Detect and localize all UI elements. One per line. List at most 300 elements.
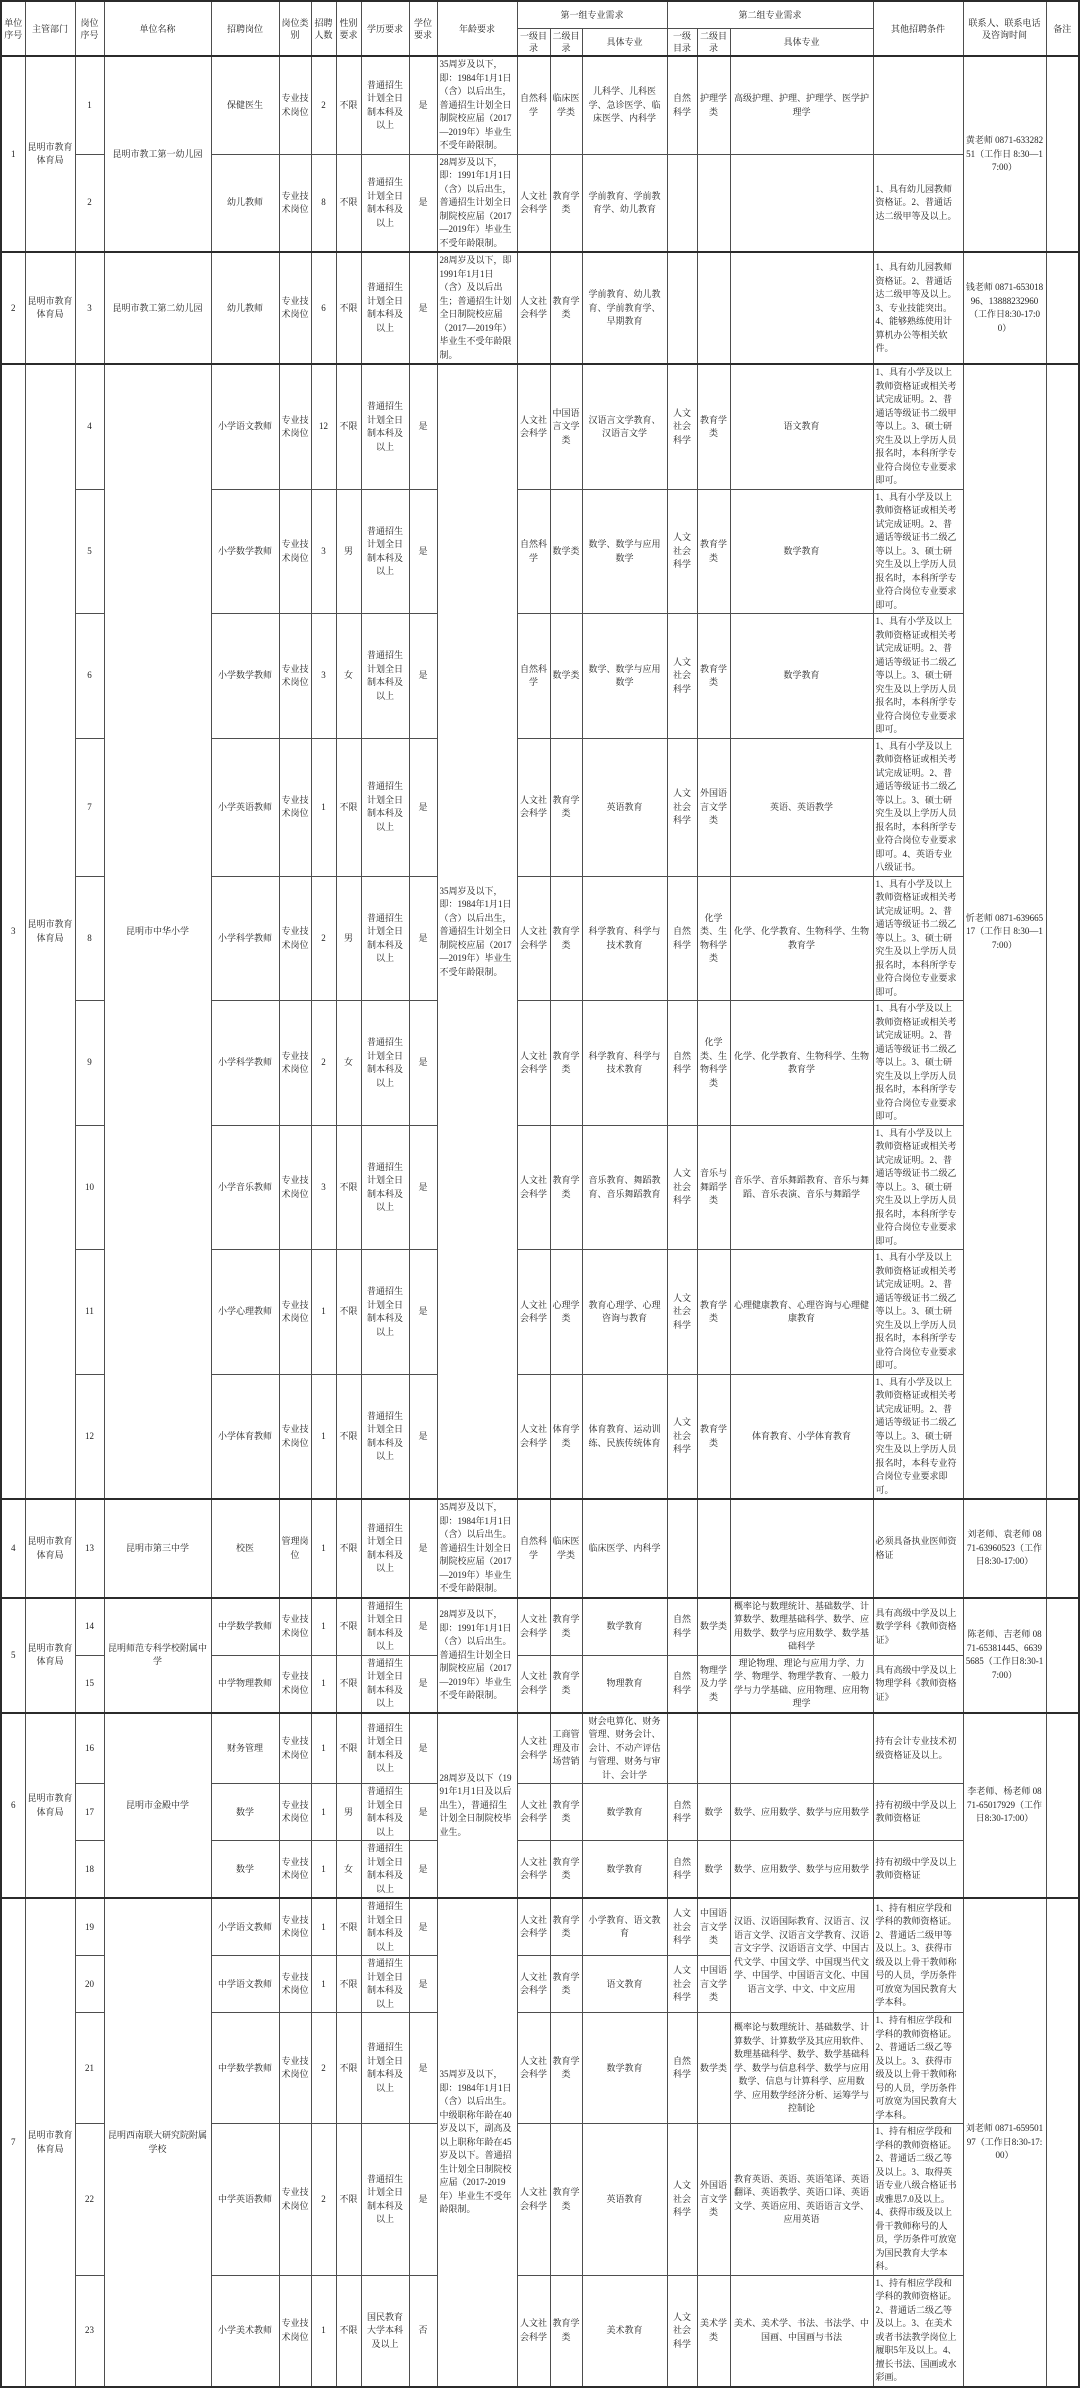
cell-group2-majors: 音乐学、音乐舞蹈教育、音乐与舞蹈、音乐表演、音乐与舞蹈学 [730, 1125, 873, 1250]
col-header-count: 招聘人数 [311, 1, 336, 56]
cell-recruit-count: 2 [311, 876, 336, 1001]
cell-group2-level2: 数学类 [697, 2013, 730, 2124]
cell-job-title: 数学 [211, 1841, 279, 1899]
cell-job-category: 专业技术岗位 [279, 2124, 311, 2276]
cell-group2-level2: 物理学及力学类 [697, 1655, 730, 1713]
cell-group1-level1: 自然科学 [517, 614, 550, 739]
cell-group1-majors: 音乐教育、舞蹈教育、音乐舞蹈教育 [582, 1125, 667, 1250]
cell-job-title: 小学美术教师 [211, 2275, 279, 2387]
cell-group2-level1 [667, 154, 697, 252]
cell-job-title: 小学科学教师 [211, 1001, 279, 1126]
cell-dept: 昆明市教育体育局 [25, 1898, 75, 2387]
cell-group2-level1: 自然科学 [667, 2013, 697, 2124]
cell-education-req: 普通招生计划全日制本科及以上 [361, 1784, 409, 1841]
cell-group2-majors: 语文教育 [730, 364, 873, 489]
col-header-g1-level2: 二级目录 [550, 29, 582, 57]
cell-other-conditions: 1、具有幼儿园教师资格证。2、普通话达二级甲等及以上。 [873, 154, 963, 252]
cell-education-req: 普通招生计划全日制本科及以上 [361, 1499, 409, 1598]
cell-job-title: 小学语文教师 [211, 1898, 279, 1956]
cell-group2-level2: 教育学类 [697, 364, 730, 489]
cell-group1-level2: 教育学类 [550, 2013, 582, 2124]
cell-job-category: 专业技术岗位 [279, 364, 311, 489]
cell-job-title: 中学英语教师 [211, 2124, 279, 2276]
cell-position-seq: 18 [75, 1841, 104, 1899]
cell-education-req: 普通招生计划全日制本科及以上 [361, 2013, 409, 2124]
col-header-category: 岗位类别 [279, 1, 311, 56]
cell-group2-level1: 人文社会科学 [667, 614, 697, 739]
cell-group1-majors: 美术教育 [582, 2275, 667, 2387]
cell-group1-level1: 人文社会科学 [517, 252, 550, 364]
col-header-group2: 第二组专业需求 [667, 1, 873, 29]
cell-group1-level1: 自然科学 [517, 56, 550, 154]
cell-other-conditions: 1、具有小学及以上教师资格证或相关考试完成证明。2、普通话等级证书二级甲等以上。3、硕士研究生及以上学历人员报名时，本科所学专业符合岗位专业要求即可。 [873, 364, 963, 489]
cell-remarks [1046, 364, 1079, 1499]
cell-contact-info: 黄老师 0871-63328251（工作日 8:30—17:00） [963, 56, 1046, 252]
cell-group1-majors: 学前教育、幼儿教育、学前教育学、早期教育 [582, 252, 667, 364]
cell-group1-level2: 教育学类 [550, 2124, 582, 2276]
cell-recruit-count: 3 [311, 614, 336, 739]
cell-degree-req: 是 [409, 1841, 437, 1899]
cell-unit-name: 昆明市教工第一幼儿园 [104, 56, 211, 252]
cell-group2-majors: 美术、美术学、书法、书法学、中国画、中国画与书法 [730, 2275, 873, 2387]
cell-education-req: 普通招生计划全日制本科及以上 [361, 1841, 409, 1899]
cell-unit-name: 昆明市金殿中学 [104, 1713, 211, 1899]
cell-group2-level2: 外国语言文学类 [697, 2124, 730, 2276]
cell-job-category: 专业技术岗位 [279, 2013, 311, 2124]
cell-position-seq: 7 [75, 738, 104, 876]
cell-position-seq: 14 [75, 1598, 104, 1656]
cell-unit-seq: 5 [1, 1598, 25, 1713]
cell-recruit-count: 1 [311, 2275, 336, 2387]
cell-gender-req: 女 [336, 1841, 361, 1899]
col-header-unit-seq: 单位序号 [1, 1, 25, 56]
cell-group2-level2 [697, 154, 730, 252]
cell-group2-level2: 中国语言文学类 [697, 1956, 730, 2013]
cell-contact-info: 陈老师、吉老师 0871-65381445、66395685（工作日8:30-17:00） [963, 1598, 1046, 1713]
cell-group1-level1: 人文社会科学 [517, 2124, 550, 2276]
cell-education-req: 普通招生计划全日制本科及以上 [361, 56, 409, 154]
cell-group1-level1: 自然科学 [517, 489, 550, 614]
cell-group1-majors: 物理教育 [582, 1655, 667, 1713]
cell-group1-level2: 中国语言文学类 [550, 364, 582, 489]
cell-recruit-count: 6 [311, 252, 336, 364]
cell-recruit-count: 1 [311, 1841, 336, 1899]
cell-education-req: 普通招生计划全日制本科及以上 [361, 489, 409, 614]
cell-unit-seq: 6 [1, 1713, 25, 1899]
cell-degree-req: 是 [409, 1499, 437, 1598]
cell-group2-level2: 教育学类 [697, 489, 730, 614]
cell-position-seq: 20 [75, 1956, 104, 2013]
cell-age-req: 35周岁及以下，即：1984年1月1日（含）以后出生，普通招生计划全日制院校应届（2017—2019年）毕业生不受年龄限制。 [437, 56, 517, 154]
cell-position-seq: 3 [75, 252, 104, 364]
cell-job-category: 管理岗位 [279, 1499, 311, 1598]
cell-group1-majors: 汉语言文学教育、汉语言文学 [582, 364, 667, 489]
cell-group1-majors: 小学教育、语文教育 [582, 1898, 667, 1956]
cell-recruit-count: 2 [311, 2013, 336, 2124]
cell-group2-level2: 教育学类 [697, 1250, 730, 1375]
cell-recruit-count: 3 [311, 1125, 336, 1250]
cell-remarks [1046, 1499, 1079, 1598]
cell-group2-majors [730, 1713, 873, 1784]
cell-group1-level2: 临床医学类 [550, 1499, 582, 1598]
cell-recruit-count: 2 [311, 1001, 336, 1126]
cell-gender-req: 不限 [336, 1499, 361, 1598]
cell-job-category: 专业技术岗位 [279, 876, 311, 1001]
cell-other-conditions [873, 56, 963, 154]
cell-unit-seq: 1 [1, 56, 25, 252]
cell-group1-level1: 人文社会科学 [517, 1125, 550, 1250]
cell-gender-req: 女 [336, 1001, 361, 1126]
cell-group2-majors: 高级护理、护理、护理学、医学护理学 [730, 56, 873, 154]
cell-group1-level1: 人文社会科学 [517, 1374, 550, 1499]
cell-group2-level1 [667, 252, 697, 364]
cell-unit-name: 昆明市中华小学 [104, 364, 211, 1499]
cell-gender-req: 男 [336, 876, 361, 1001]
cell-gender-req: 男 [336, 489, 361, 614]
cell-group2-level1: 人文社会科学 [667, 364, 697, 489]
cell-age-req: 28周岁及以下（1991年1月1日及以后出生），普通招生计划全日制院校毕业生。 [437, 1713, 517, 1899]
cell-group2-majors: 数学、应用数学、数学与应用数学 [730, 1841, 873, 1899]
cell-job-category: 专业技术岗位 [279, 614, 311, 739]
cell-group1-majors: 学前教育、学前教育学、幼儿教育 [582, 154, 667, 252]
cell-education-req: 普通招生计划全日制本科及以上 [361, 1655, 409, 1713]
cell-group2-level1 [667, 1499, 697, 1598]
cell-group1-majors: 数学教育 [582, 1841, 667, 1899]
cell-group2-level1: 自然科学 [667, 876, 697, 1001]
cell-recruit-count: 1 [311, 1655, 336, 1713]
cell-degree-req: 是 [409, 1001, 437, 1126]
table-body [1, 56, 1079, 2387]
cell-other-conditions: 1、持有相应学段和学科的教师资格证。2、普通话二级甲等及以上。3、获得市级及以上骨干教师称号的人员，学历条件可放宽为国民教育大学本科。 [873, 1898, 963, 2013]
cell-age-req: 35周岁及以下，即：1984年1月1日（含）以后出生，普通招生计划全日制院校应届（2017—2019年）毕业生不受年龄限制。 [437, 364, 517, 1499]
cell-group1-level2: 教育学类 [550, 252, 582, 364]
cell-gender-req: 女 [336, 614, 361, 739]
cell-job-title: 小学音乐教师 [211, 1125, 279, 1250]
cell-job-category: 专业技术岗位 [279, 738, 311, 876]
cell-group1-majors: 英语教育 [582, 2124, 667, 2276]
cell-job-title: 小学语文教师 [211, 364, 279, 489]
col-header-g2-majors: 具体专业 [730, 29, 873, 57]
cell-other-conditions: 1、具有小学及以上教师资格证或相关考试完成证明。2、普通话等级证书二级乙等以上。3、硕士研究生及以上学历人员报名时，本科所学专业符合岗位专业要求即可。 [873, 614, 963, 739]
cell-degree-req: 是 [409, 364, 437, 489]
cell-degree-req: 是 [409, 2124, 437, 2276]
cell-degree-req: 是 [409, 1598, 437, 1656]
cell-degree-req: 是 [409, 1374, 437, 1499]
cell-education-req: 普通招生计划全日制本科及以上 [361, 1001, 409, 1126]
cell-group1-majors: 财会电算化、财务管理、财务会计、会计、不动产评估与管理、财务与审计、会计学 [582, 1713, 667, 1784]
cell-degree-req: 是 [409, 154, 437, 252]
cell-dept: 昆明市教育体育局 [25, 1499, 75, 1598]
cell-contact-info: 忻老师 0871-63966517（工作日 8:30—17:00） [963, 364, 1046, 1499]
cell-gender-req: 不限 [336, 56, 361, 154]
cell-degree-req: 是 [409, 2013, 437, 2124]
cell-group2-level1: 自然科学 [667, 1784, 697, 1841]
cell-group2-level1: 自然科学 [667, 1841, 697, 1899]
cell-group2-majors: 概率论与数理统计、基础数学、计算数学、数理基础科学、数学、应用数学、数学与应用数学、数学基础科学 [730, 1598, 873, 1656]
cell-education-req: 普通招生计划全日制本科及以上 [361, 1374, 409, 1499]
cell-group2-level2: 教育学类 [697, 1374, 730, 1499]
cell-gender-req: 不限 [336, 2124, 361, 2276]
cell-job-title: 小学心理教师 [211, 1250, 279, 1375]
cell-group1-majors: 科学教育、科学与技术教育 [582, 1001, 667, 1126]
cell-group2-majors [730, 1499, 873, 1598]
col-header-other: 其他招聘条件 [873, 1, 963, 56]
cell-other-conditions: 1、具有小学及以上教师资格证或相关考试完成证明。2、普通话等级证书二级乙等以上。3、硕士研究生及以上学历人员报名时，本科所学专业符合岗位专业要求即可。4、英语专业八级证书。 [873, 738, 963, 876]
cell-group2-majors: 理论物理、理论与应用力学、力学、物理学、物理学教育、一般力学与力学基础、应用物理、应用物理学 [730, 1655, 873, 1713]
cell-group1-level1: 人文社会科学 [517, 1784, 550, 1841]
cell-gender-req: 不限 [336, 364, 361, 489]
cell-position-seq: 4 [75, 364, 104, 489]
cell-gender-req: 不限 [336, 1125, 361, 1250]
cell-other-conditions: 持有初级中学及以上教师资格证 [873, 1841, 963, 1899]
cell-group2-level1: 自然科学 [667, 1655, 697, 1713]
cell-group1-level1: 人文社会科学 [517, 154, 550, 252]
cell-dept: 昆明市教育体育局 [25, 56, 75, 252]
cell-job-category: 专业技术岗位 [279, 1598, 311, 1656]
cell-other-conditions: 持有初级中学及以上教师资格证 [873, 1784, 963, 1841]
col-header-education: 学历要求 [361, 1, 409, 56]
col-header-g2-level1: 一级目录 [667, 29, 697, 57]
cell-position-seq: 10 [75, 1125, 104, 1250]
cell-group2-level2: 数学 [697, 1841, 730, 1899]
cell-other-conditions: 1、具有小学及以上教师资格证或相关考试完成证明。2、普通话等级证书二级乙等以上。3、硕士研究生及以上学历人员报名时，本科所学专业符合岗位专业要求即可。 [873, 489, 963, 614]
cell-gender-req: 不限 [336, 2013, 361, 2124]
cell-group1-majors: 数学教育 [582, 1598, 667, 1656]
cell-job-title: 小学数学教师 [211, 614, 279, 739]
cell-age-req: 28周岁及以下，即：1991年1月1日（含）以后出生。普通招生计划全日制院校应届（2017—2019年）毕业生不受年龄限制。 [437, 1598, 517, 1713]
cell-group1-majors: 英语教育 [582, 738, 667, 876]
cell-gender-req: 不限 [336, 1713, 361, 1784]
cell-contact-info: 李老师、杨老师 0871-65017929（工作日8:30-17:00） [963, 1713, 1046, 1899]
cell-group2-majors: 英语、英语教学 [730, 738, 873, 876]
cell-recruit-count: 8 [311, 154, 336, 252]
cell-group1-level1: 人文社会科学 [517, 1598, 550, 1656]
cell-job-title: 中学物理教师 [211, 1655, 279, 1713]
cell-group1-level1: 人文社会科学 [517, 876, 550, 1001]
cell-job-category: 专业技术岗位 [279, 1374, 311, 1499]
cell-group1-level2: 教育学类 [550, 1598, 582, 1656]
cell-age-req: 28周岁及以下，即：1991年1月1日（含）以后出生，普通招生计划全日制院校应届（2017—2019年）毕业生不受年龄限制。 [437, 154, 517, 252]
cell-degree-req: 是 [409, 738, 437, 876]
cell-group2-majors: 教育英语、英语、英语笔译、英语翻译、英语教学、英语口译、英语文学、英语应用、英语语言文学、应用英语 [730, 2124, 873, 2276]
cell-education-req: 普通招生计划全日制本科及以上 [361, 154, 409, 252]
col-header-g2-level2: 二级目录 [697, 29, 730, 57]
cell-degree-req: 是 [409, 1898, 437, 1956]
cell-group1-majors: 教育心理学、心理咨询与教育 [582, 1250, 667, 1375]
cell-job-category: 专业技术岗位 [279, 1898, 311, 1956]
cell-group1-level2: 教育学类 [550, 738, 582, 876]
col-header-remarks: 备注 [1046, 1, 1079, 56]
cell-group1-majors: 语文教育 [582, 1956, 667, 2013]
cell-position-seq: 23 [75, 2275, 104, 2387]
col-header-g1-majors: 具体专业 [582, 29, 667, 57]
cell-position-seq: 5 [75, 489, 104, 614]
cell-recruit-count: 1 [311, 1374, 336, 1499]
cell-group2-level2 [697, 1499, 730, 1598]
cell-group1-level2: 数学类 [550, 614, 582, 739]
cell-group1-level2: 教育学类 [550, 1956, 582, 2013]
cell-group1-level2: 教育学类 [550, 1001, 582, 1126]
cell-gender-req: 不限 [336, 154, 361, 252]
cell-group2-level2: 化学类、生物科学类 [697, 876, 730, 1001]
cell-position-seq: 11 [75, 1250, 104, 1375]
cell-recruit-count: 2 [311, 56, 336, 154]
cell-degree-req: 是 [409, 1713, 437, 1784]
cell-other-conditions: 1、具有小学及以上教师资格证或相关考试完成证明。2、普通话等级证书二级乙等以上。3、硕士研究生及以上学历人员报名时，本科所学专业符合岗位专业要求即可。 [873, 876, 963, 1001]
cell-group2-majors: 数学、应用数学、数学与应用数学 [730, 1784, 873, 1841]
cell-education-req: 普通招生计划全日制本科及以上 [361, 364, 409, 489]
cell-gender-req: 不限 [336, 1374, 361, 1499]
cell-group2-majors: 汉语、汉语国际教育、汉语言、汉语言文学、汉语言文学教育、汉语言文字学、汉语语言文学、中国古代文学、中国文学、中国现当代文学、中国学、中国语言文化、中国语言文学、中文、中文应用 [730, 1898, 873, 2013]
cell-group2-level2: 化学类、生物科学类 [697, 1001, 730, 1126]
cell-other-conditions: 1、具有小学及以上教师资格证或相关考试完成证明。2、普通话等级证书二级乙等以上。3、硕士研究生及以上学历人员报名时，本科所学专业符合岗位专业要求即可。 [873, 1250, 963, 1375]
cell-contact-info: 钱老师 0871-65301896、13888232960（工作日8:30-17:00） [963, 252, 1046, 364]
cell-position-seq: 8 [75, 876, 104, 1001]
cell-group2-majors: 数学教育 [730, 614, 873, 739]
cell-group1-level1: 人文社会科学 [517, 1001, 550, 1126]
cell-unit-seq: 3 [1, 364, 25, 1499]
col-header-degree: 学位要求 [409, 1, 437, 56]
cell-recruit-count: 1 [311, 1713, 336, 1784]
cell-group2-level1: 自然科学 [667, 1001, 697, 1126]
cell-group1-level1: 人文社会科学 [517, 1956, 550, 2013]
cell-job-title: 数学 [211, 1784, 279, 1841]
col-header-g1-level1: 一级目录 [517, 29, 550, 57]
cell-group2-level2 [697, 1713, 730, 1784]
cell-contact-info: 刘老师 0871-65950197（工作日8:30-17:00） [963, 1898, 1046, 2387]
cell-group1-level1: 人文社会科学 [517, 1841, 550, 1899]
cell-education-req: 普通招生计划全日制本科及以上 [361, 1898, 409, 1956]
cell-group2-level1: 人文社会科学 [667, 1374, 697, 1499]
cell-group2-majors: 化学、化学教育、生物科学、生物教育学 [730, 1001, 873, 1126]
cell-group1-level1: 人文社会科学 [517, 1713, 550, 1784]
cell-position-seq: 17 [75, 1784, 104, 1841]
cell-group2-majors [730, 154, 873, 252]
cell-job-category: 专业技术岗位 [279, 2275, 311, 2387]
cell-group2-level1: 自然科学 [667, 56, 697, 154]
cell-recruit-count: 1 [311, 1898, 336, 1956]
cell-group1-level2: 工商管理及市场营销 [550, 1713, 582, 1784]
cell-age-req: 35周岁及以下，即：1984年1月1日（含）以后出生。中级职称年龄在40岁及以下，副高及以上职称年龄在45岁及以下。普通招生计划全日制院校应届（2017-2019年）毕业生不受年龄限制。 [437, 1898, 517, 2387]
cell-education-req: 普通招生计划全日制本科及以上 [361, 252, 409, 364]
cell-group2-majors: 心理健康教育、心理咨询与心理健康教育 [730, 1250, 873, 1375]
cell-group1-level2: 教育学类 [550, 1898, 582, 1956]
cell-group2-level2: 教育学类 [697, 614, 730, 739]
cell-degree-req: 是 [409, 1655, 437, 1713]
cell-group2-level1: 自然科学 [667, 1598, 697, 1656]
cell-group2-majors: 数学教育 [730, 489, 873, 614]
cell-position-seq: 6 [75, 614, 104, 739]
cell-group2-level1: 人文社会科学 [667, 2275, 697, 2387]
cell-dept: 昆明市教育体育局 [25, 1598, 75, 1713]
cell-group2-level2: 音乐与舞蹈学类 [697, 1125, 730, 1250]
cell-group1-majors: 数学、数学与应用数学 [582, 614, 667, 739]
cell-job-title: 小学数学教师 [211, 489, 279, 614]
cell-job-category: 专业技术岗位 [279, 1001, 311, 1126]
cell-job-title: 幼儿教师 [211, 252, 279, 364]
cell-gender-req: 不限 [336, 1898, 361, 1956]
cell-other-conditions: 1、持有相应学段和学科的教师资格证。2、普通话二级乙等及以上。3、获得市级及以上骨干教师称号的人员，学历条件可放宽为国民教育大学本科。 [873, 2013, 963, 2124]
cell-recruit-count: 1 [311, 1598, 336, 1656]
cell-job-title: 中学数学教师 [211, 1598, 279, 1656]
cell-degree-req: 是 [409, 1956, 437, 2013]
cell-group1-level1: 人文社会科学 [517, 1250, 550, 1375]
cell-group2-level1: 人文社会科学 [667, 1898, 697, 1956]
cell-position-seq: 21 [75, 2013, 104, 2124]
cell-group2-level2: 数学类 [697, 1598, 730, 1656]
cell-unit-seq: 2 [1, 252, 25, 364]
cell-group2-majors [730, 252, 873, 364]
cell-unit-name: 昆明西南联大研究院附属学校 [104, 1898, 211, 2387]
cell-group1-level2: 教育学类 [550, 1655, 582, 1713]
cell-group1-majors: 数学教育 [582, 2013, 667, 2124]
col-header-job: 招聘岗位 [211, 1, 279, 56]
cell-job-category: 专业技术岗位 [279, 1784, 311, 1841]
cell-degree-req: 是 [409, 1250, 437, 1375]
table-header [1, 1, 1079, 56]
cell-education-req: 普通招生计划全日制本科及以上 [361, 1713, 409, 1784]
cell-group1-majors: 体育教育、运动训练、民族传统体育 [582, 1374, 667, 1499]
cell-gender-req: 不限 [336, 738, 361, 876]
cell-group2-level1: 人文社会科学 [667, 1125, 697, 1250]
cell-group1-level1: 人文社会科学 [517, 2013, 550, 2124]
cell-other-conditions: 必须具备执业医师资格证 [873, 1499, 963, 1598]
cell-education-req: 普通招生计划全日制本科及以上 [361, 1598, 409, 1656]
cell-job-title: 小学体育教师 [211, 1374, 279, 1499]
cell-degree-req: 是 [409, 876, 437, 1001]
cell-group2-level2 [697, 252, 730, 364]
cell-unit-name: 昆明师范专科学校附属中学 [104, 1598, 211, 1713]
cell-job-category: 专业技术岗位 [279, 1956, 311, 2013]
col-header-unit-name: 单位名称 [104, 1, 211, 56]
cell-recruit-count: 1 [311, 1784, 336, 1841]
cell-group1-level2: 教育学类 [550, 154, 582, 252]
cell-other-conditions: 持有会计专业技术初级资格证及以上。 [873, 1713, 963, 1784]
cell-other-conditions: 1、持有相应学段和学科的教师资格证。2、普通话二级乙等及以上。3、在美术或者书法教学岗位上履职5年及以上。4、擅长书法、国画或水彩画。 [873, 2275, 963, 2387]
cell-recruit-count: 1 [311, 1250, 336, 1375]
cell-remarks [1046, 1898, 1079, 2387]
col-header-gender: 性别要求 [336, 1, 361, 56]
cell-group1-level1: 人文社会科学 [517, 2275, 550, 2387]
cell-group2-level1 [667, 1713, 697, 1784]
col-header-dept: 主管部门 [25, 1, 75, 56]
cell-group1-level1: 人文社会科学 [517, 364, 550, 489]
cell-group2-level1: 人文社会科学 [667, 489, 697, 614]
cell-job-title: 财务管理 [211, 1713, 279, 1784]
cell-position-seq: 19 [75, 1898, 104, 1956]
cell-unit-name: 昆明市教工第二幼儿园 [104, 252, 211, 364]
col-header-age: 年龄要求 [437, 1, 517, 56]
cell-group1-level2: 体育学类 [550, 1374, 582, 1499]
cell-position-seq: 15 [75, 1655, 104, 1713]
cell-group1-level2: 教育学类 [550, 1841, 582, 1899]
cell-job-title: 小学科学教师 [211, 876, 279, 1001]
cell-recruit-count: 2 [311, 2124, 336, 2276]
cell-job-title: 校医 [211, 1499, 279, 1598]
cell-remarks [1046, 56, 1079, 252]
cell-degree-req: 是 [409, 1784, 437, 1841]
cell-position-seq: 13 [75, 1499, 104, 1598]
cell-degree-req: 是 [409, 56, 437, 154]
cell-group1-level2: 教育学类 [550, 876, 582, 1001]
cell-position-seq: 2 [75, 154, 104, 252]
cell-job-title: 保健医生 [211, 56, 279, 154]
cell-unit-seq: 7 [1, 1898, 25, 2387]
cell-degree-req: 否 [409, 2275, 437, 2387]
cell-job-category: 专业技术岗位 [279, 489, 311, 614]
cell-group2-level1: 人文社会科学 [667, 2124, 697, 2276]
cell-recruit-count: 1 [311, 738, 336, 876]
